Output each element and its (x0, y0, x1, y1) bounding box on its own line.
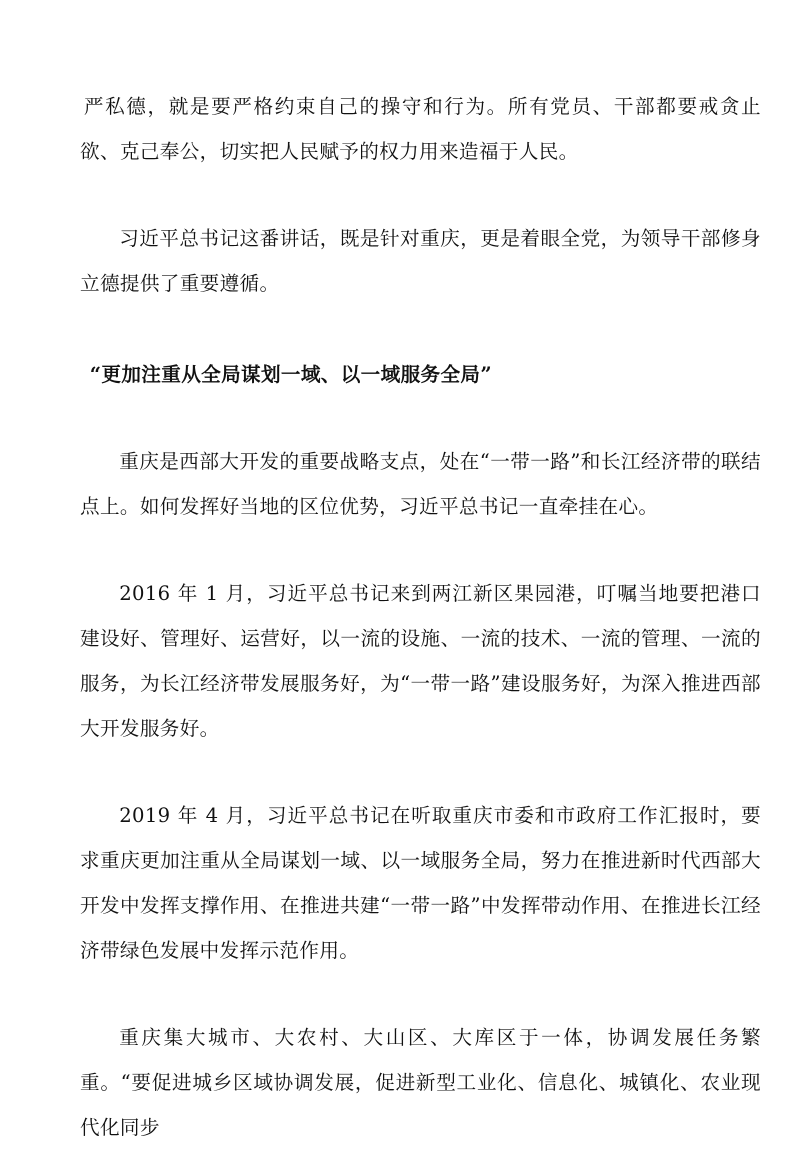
paragraph-2016-visit: 2016 年 1 月，习近平总书记来到两江新区果园港，叮嘱当地要把港口建设好、管理好、运营好，以一流的设施、一流的技术、一流的管理、一流的服务，为长江经济带发展服务好，为“一带一路”建设服务好，为深入推进西部大开发服务好。 (80, 582, 761, 740)
paragraph-strategic-location: 重庆是西部大开发的重要战略支点，处在“一带一路”和长江经济带的联结点上。如何发挥好当地的区位优势，习近平总书记一直牵挂在心。 (80, 450, 761, 518)
paragraph-private-morality: 严私德，就是要严格约束自己的操守和行为。所有党员、干部都要戒贪止欲、克己奉公，切实把人民赋予的权力用来造福于人民。 (80, 95, 761, 163)
paragraph-speech-significance: 习近平总书记这番讲话，既是针对重庆，更是着眼全党，为领导干部修身立德提供了重要遵循。 (80, 227, 761, 295)
paragraph-coordinated-development: 重庆集大城市、大农村、大山区、大库区于一体，协调发展任务繁重。“要促进城乡区域协调发展，促进新型工业化、信息化、城镇化、农业现代化同步 (80, 1026, 761, 1139)
paragraph-spacer (80, 174, 761, 216)
paragraph-spacer (80, 973, 761, 1015)
paragraph-2019-report: 2019 年 4 月，习近平总书记在听取重庆市委和市政府工作汇报时，要求重庆更加注重从全局谋划一域、以一域服务全局，努力在推进新时代西部大开发中发挥支撑作用、在推进共建“一带一路”中发挥带动作用、在推进长江经济带绿色发展中发挥示范作用。 (80, 804, 761, 962)
paragraph-spacer (80, 397, 761, 439)
paragraph-spacer (80, 751, 761, 793)
paragraph-spacer (80, 529, 761, 571)
paragraph-spacer (80, 306, 761, 352)
section-heading: “更加注重从全局谋划一域、以一域服务全局” (89, 363, 492, 386)
